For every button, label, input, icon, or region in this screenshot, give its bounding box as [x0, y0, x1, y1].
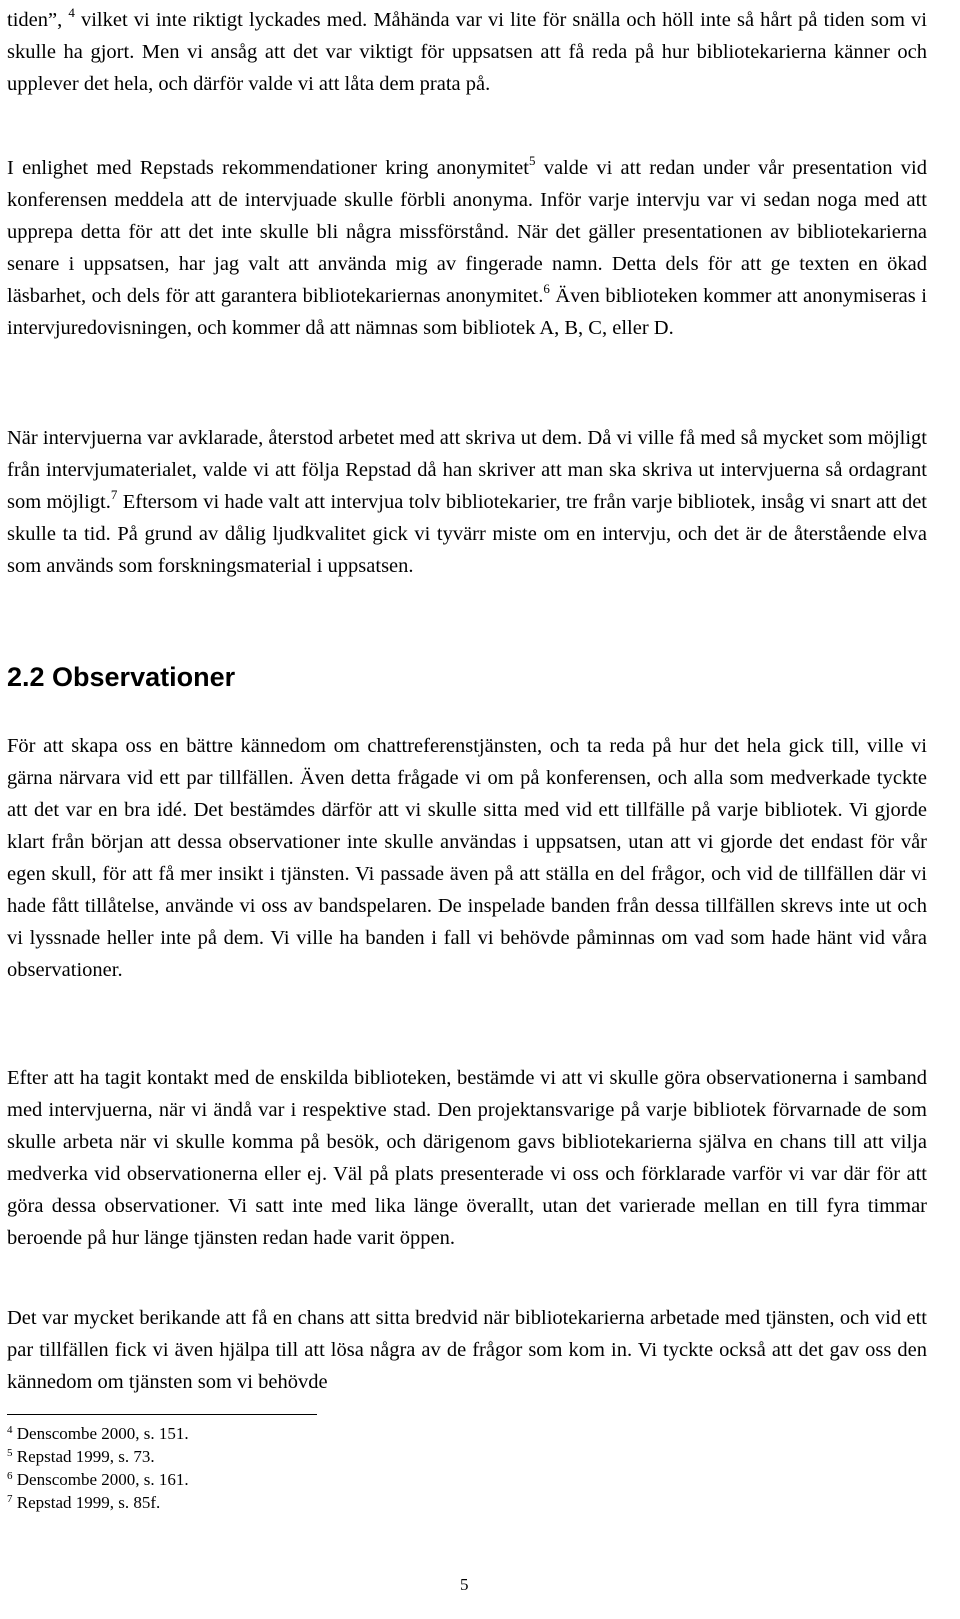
section-heading: 2.2 Observationer: [7, 662, 236, 692]
text-run: Även biblioteken kommer att anonymiseras i intervjuredovisningen, och kommer då att nämnas som bibliotek A, B, C, eller D.: [7, 285, 927, 339]
footnote-item: [7, 1491, 607, 1514]
paragraph-text: [7, 4, 927, 100]
footnote-item: [7, 1468, 607, 1491]
footnote-number: 7: [7, 1493, 13, 1505]
footnote-number: 6: [7, 1470, 13, 1482]
footnote-ref: 6: [543, 281, 550, 296]
paragraph-intro-continuation: [7, 4, 927, 100]
footnote-ref: 4: [68, 5, 75, 20]
footnote-number: 5: [7, 1447, 13, 1459]
footnote-number: 4: [7, 1424, 13, 1436]
text-run: När intervjuerna var avklarade, återstod arbetet med att skriva ut dem. Då vi ville få med så mycket som möjligt från intervjumaterialet, valde vi att följa Repstad då han skriver att man ska skriva ut intervjuerna så ordagrant som möjligt.: [7, 427, 927, 513]
footnote-text: Denscombe 2000, s. 161.: [12, 1470, 189, 1489]
page-number: 5: [460, 1575, 469, 1594]
text-run: I enlighet med Repstads rekommendationer kring anonymitet: [7, 157, 529, 179]
paragraph-transcription: [7, 422, 927, 582]
paragraph-text: Det var mycket berikande att få en chans att sitta bredvid när bibliotekarierna arbetade med tjänsten, och vid ett par tillfällen fick vi även hjälpa till att lösa några av de frågor som kom in. Vi tyckte också att det gav oss den kännedom om tjänsten som vi behövde: [7, 1307, 927, 1393]
footnotes: [7, 1422, 607, 1514]
footnote-text: Denscombe 2000, s. 151.: [12, 1424, 189, 1443]
footnote-ref: 7: [110, 487, 118, 502]
footnote-separator: [7, 1414, 317, 1415]
paragraph-text: För att skapa oss en bättre kännedom om chattreferenstjänsten, och ta reda på hur det hela gick till, ville vi gärna närvara vid ett par tillfällen. Även detta frågade vi om på konferensen, och alla som medverkade tyckte att det var en bra idé. Det bestämdes därför att vi skulle sitta med vid ett tillfälle på varje bibliotek. Vi gjorde klart från början att dessa observationer inte skulle användas i uppsatsen, utan att vi gjorde det endast för vår egen skull, för att få mer insikt i tjänsten. Vi passade även på att ställa en del frågor, och vid de tillfällen där vi hade fått tillåtelse, använde vi oss av bandspelaren. De inspelade banden från dessa tillfällen skrevs inte ut och vi lyssnade heller inte på dem. Vi ville ha banden i fall vi behövde påminnas om vad som hade hänt vid våra observationer.: [7, 735, 927, 981]
footnote-item: [7, 1445, 607, 1468]
text-run: Eftersom vi hade valt att intervjua tolv bibliotekarier, tre från varje bibliotek, insåg vi snart att det skulle ta tid. På grund av dålig ljudkvalitet gick vi tyvärr miste om en intervju, och det är de återstående elva som används som forskningsmaterial i uppsatsen.: [7, 491, 927, 577]
text-run: vilket vi inte riktigt lyckades med. Måhända var vi lite för snälla och höll inte så hårt på tiden som vi skulle ha gjort. Men vi ansåg att det var viktigt för uppsatsen att få reda på hur bibliotekarierna känner och upplever det hela, och därför valde vi att låta dem prata på.: [7, 9, 927, 95]
paragraph-observation-planning: [7, 1062, 927, 1254]
paragraph-text: [7, 152, 927, 344]
footnote-item: [7, 1422, 607, 1445]
paragraph-anonymity: [7, 152, 927, 344]
footnote-text: Repstad 1999, s. 73.: [12, 1447, 155, 1466]
footnote-ref: 5: [528, 153, 536, 168]
paragraph-text: [7, 422, 927, 582]
paragraph-observations: [7, 730, 927, 986]
text-run: tiden”,: [7, 9, 69, 31]
paragraph-text: Efter att ha tagit kontakt med de enskilda biblioteken, bestämde vi att vi skulle göra observationerna i samband med intervjuerna, när vi ändå var i respektive stad. Den projektansvarige på varje bibliotek förvarnade de som skulle arbeta när vi skulle komma på besök, och därigenom gavs bibliotekarierna själva en chans till att vilja medverka vid observationerna eller ej. Väl på plats presenterade vi oss och förklarade varför vi var där för att göra dessa observationer. Vi satt inte med lika länge överallt, utan det varierade mellan en till fyra timmar beroende på hur länge tjänsten redan hade varit öppen.: [7, 1067, 927, 1249]
text-run: valde vi att redan under vår presentation vid konferensen meddela att de intervjuade skulle förbli anonyma. Inför varje intervju var vi sedan noga med att upprepa detta för att det inte skulle bli några missförstånd. När det gäller presentationen av bibliotekarierna senare i uppsatsen, har jag valt att använda mig av fingerade namn. Detta dels för att ge texten en ökad läsbarhet, och dels för att garantera bibliotekariernas anonymitet.: [7, 157, 927, 307]
paragraph-enriching-experience: [7, 1302, 927, 1398]
footnote-text: Repstad 1999, s. 85f.: [12, 1493, 161, 1512]
